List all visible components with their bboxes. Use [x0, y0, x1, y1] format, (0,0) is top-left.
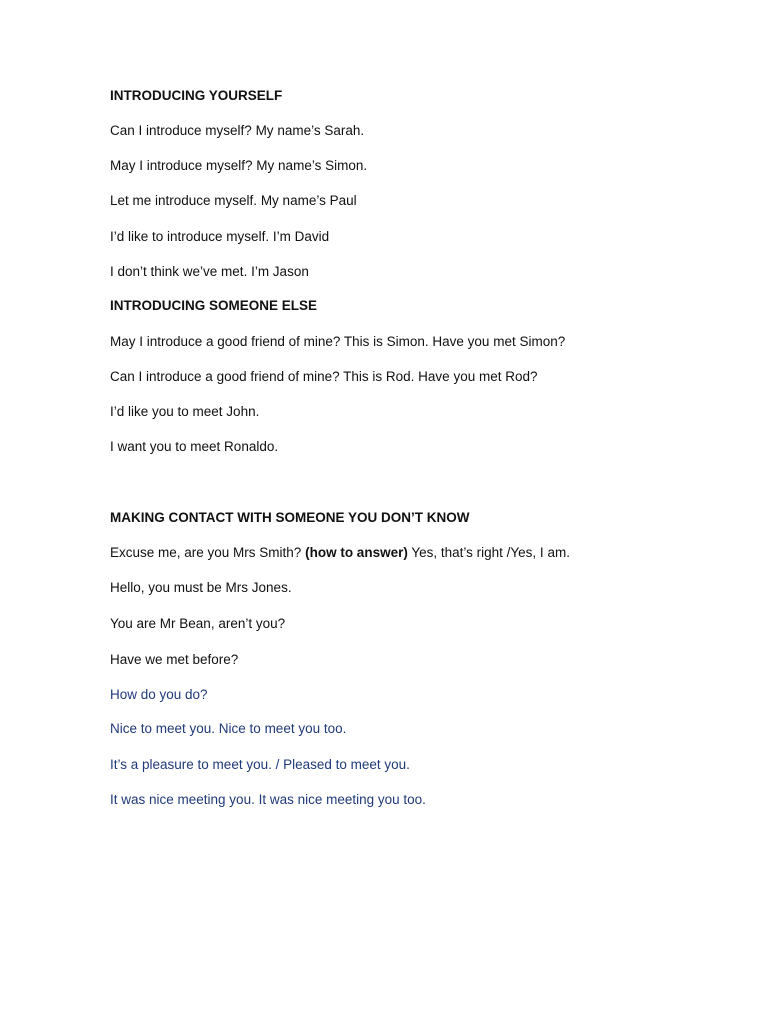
phrase-line: Let me introduce myself. My name’s Paul [110, 193, 357, 208]
phrase-line: I’d like to introduce myself. I’m David [110, 229, 330, 244]
phrase-line: I don’t think we’ve met. I’m Jason [110, 264, 309, 279]
phrase-line: May I introduce myself? My name’s Simon. [110, 158, 368, 173]
phrase-line: Hello, you must be Mrs Jones. [110, 580, 292, 595]
how-to-answer-label: (how to answer) [305, 545, 408, 560]
excuse-me-line [110, 544, 570, 562]
blue-phrase-line: It’s a pleasure to meet you. / Pleased to meet you. [110, 757, 410, 772]
blue-phrase-line: It was nice meeting you. It was nice meeting you too. [110, 792, 426, 807]
section-heading-introducing-someone-else: INTRODUCING SOMEONE ELSE [110, 298, 318, 313]
excuse-me-text: Excuse me, are you Mrs Smith? [110, 545, 306, 560]
blue-phrase-line: Nice to meet you. Nice to meet you too. [110, 721, 347, 736]
phrase-line: Have we met before? [110, 652, 239, 667]
blue-phrase-line: How do you do? [110, 687, 208, 702]
section-heading-making-contact: MAKING CONTACT WITH SOMEONE YOU DON’T KNOW [110, 510, 470, 525]
phrase-line: I’d like you to meet John. [110, 404, 260, 419]
section-heading-introducing-yourself: INTRODUCING YOURSELF [110, 88, 283, 103]
phrase-line: May I introduce a good friend of mine? This is Simon. Have you met Simon? [110, 334, 566, 349]
phrase-line: Can I introduce a good friend of mine? This is Rod. Have you met Rod? [110, 369, 538, 384]
phrase-line: You are Mr Bean, aren’t you? [110, 616, 286, 631]
answer-text: Yes, that’s right /Yes, I am. [407, 545, 570, 560]
phrase-line: Can I introduce myself? My name’s Sarah. [110, 123, 365, 138]
phrase-line: I want you to meet Ronaldo. [110, 439, 279, 454]
